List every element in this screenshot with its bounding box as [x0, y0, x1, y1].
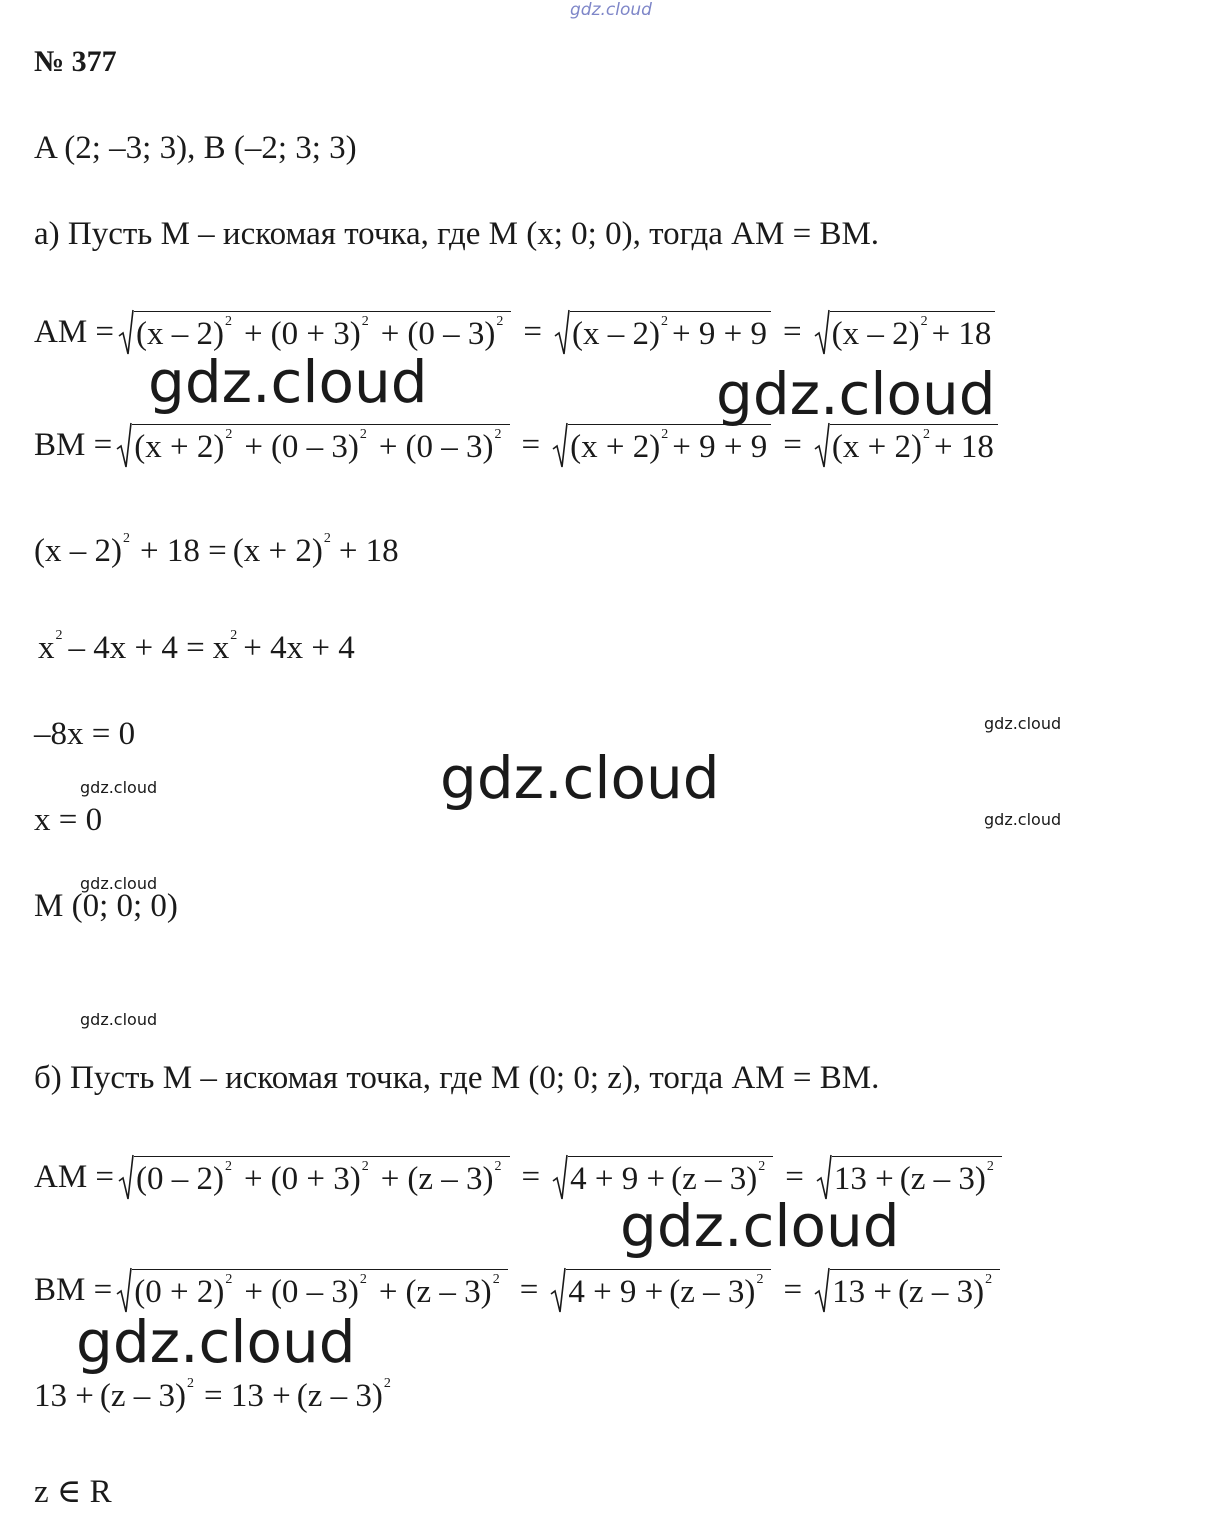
sqrt-icon	[814, 310, 830, 354]
sqrt-icon	[118, 1155, 134, 1199]
part-b-equation-1: 13 + (z – 3) $^2$ = 13 + (z – 3) $^2$	[34, 1376, 391, 1414]
part-b-am-equation: AM = (0 – 2) $^2$ + (0 + 3) $^2$ + (z – 3) $^2$ = 4 + 9 + (z – 3) $^2$ = 13 + (z – 3) $^2$	[34, 1155, 1006, 1199]
radical: (x + 2) $^2$ + 9 + 9	[552, 423, 771, 467]
am-label: AM =	[34, 314, 115, 350]
sqrt-icon	[552, 1155, 568, 1199]
sqrt-icon	[116, 1268, 132, 1312]
radical: 13 + (z – 3) $^2$	[814, 1268, 1000, 1312]
part-a-am-equation: AM = (x – 2) $^2$ + (0 + 3) $^2$ + (0 – 3) $^2$ = (x – 2) $^2$ + 9 + 9 = (x – 2) $^2$ + 18	[34, 310, 999, 354]
watermark: gdz.cloud	[80, 778, 158, 797]
watermark-top: gdz.cloud	[570, 0, 652, 20]
watermark: gdz.cloud	[716, 360, 996, 428]
watermark: gdz.cloud	[984, 714, 1062, 733]
sqrt-icon	[118, 310, 134, 354]
radical: (0 + 2) $^2$ + (0 – 3) $^2$ + (z – 3) $^2$	[116, 1268, 507, 1312]
sqrt-icon	[814, 1268, 830, 1312]
sqrt-icon	[814, 423, 830, 467]
part-a-equation-1: (x – 2) $^2$ + 18 = (x + 2) $^2$ + 18	[34, 531, 399, 569]
watermark: gdz.cloud	[984, 810, 1062, 829]
radical: (x – 2) $^2$ + (0 + 3) $^2$ + (0 – 3) $^2$	[118, 310, 511, 354]
part-a-bm-equation: BM = (x + 2) $^2$ + (0 – 3) $^2$ + (0 – 3) $^2$ = (x + 2) $^2$ + 9 + 9 = (x + 2) $^2$ + 18	[34, 423, 1002, 467]
watermark: gdz.cloud	[620, 1192, 900, 1260]
part-b-intro: б) Пусть M – искомая точка, где M (0; 0; z), тогда AM = BM.	[34, 1060, 880, 1096]
watermark: gdz.cloud	[440, 744, 720, 812]
watermark: gdz.cloud	[76, 1308, 356, 1376]
problem-title: № 377	[34, 45, 117, 78]
watermark: gdz.cloud	[80, 1010, 158, 1029]
radical: 4 + 9 + (z – 3) $^2$	[552, 1155, 773, 1199]
watermark: gdz.cloud	[80, 874, 158, 893]
radical: 13 + (z – 3) $^2$	[816, 1155, 1002, 1199]
watermark: gdz.cloud	[148, 348, 428, 416]
sqrt-icon	[552, 423, 568, 467]
radical: (0 – 2) $^2$ + (0 + 3) $^2$ + (z – 3) $^2$	[118, 1155, 509, 1199]
radical: (x – 2) $^2$ + 9 + 9	[554, 310, 771, 354]
part-a-equation-3: –8x = 0	[34, 716, 136, 752]
part-b-bm-equation: BM = (0 + 2) $^2$ + (0 – 3) $^2$ + (z – 3) $^2$ = 4 + 9 + (z – 3) $^2$ = 13 + (z – 3) $^2$	[34, 1268, 1004, 1312]
radical: (x + 2) $^2$ + (0 – 3) $^2$ + (0 – 3) $^2$	[116, 423, 509, 467]
sqrt-icon	[116, 423, 132, 467]
part-a-equation-4: x = 0	[34, 802, 103, 838]
bm-label: BM =	[34, 427, 113, 463]
part-a-answer: M (0; 0; 0)	[34, 888, 178, 924]
sqrt-icon	[554, 310, 570, 354]
points-line: A (2; –3; 3), B (–2; 3; 3)	[34, 130, 357, 166]
part-a-equation-2: x $^2$ – 4x + 4 = x $^2$ + 4x + 4	[38, 628, 355, 666]
radical: 4 + 9 + (z – 3) $^2$	[550, 1268, 771, 1312]
part-a-intro: а) Пусть M – искомая точка, где M (x; 0; 0), тогда AM = BM.	[34, 216, 880, 252]
radical: (x + 2) $^2$ + 18	[814, 423, 998, 467]
sqrt-icon	[550, 1268, 566, 1312]
part-b-result: z ∈ R	[34, 1474, 112, 1510]
radical: (x – 2) $^2$ + 18	[814, 310, 996, 354]
